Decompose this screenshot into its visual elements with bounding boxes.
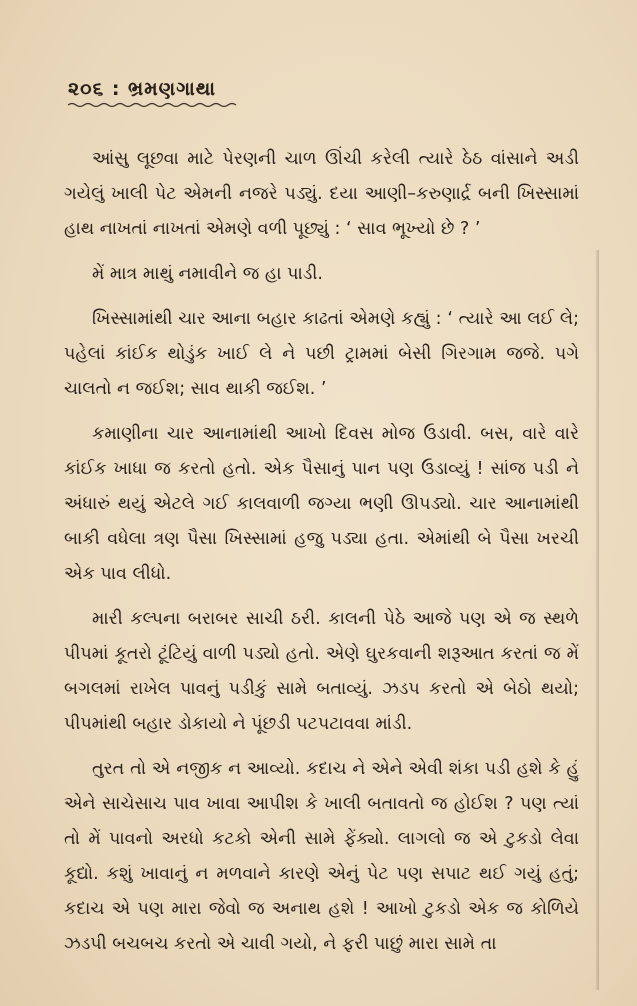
paragraph-2: મેં માત્ર માથું નમાવીને જ હા પાડી.	[92, 264, 323, 284]
paragraph-1: આંસુ લૂછવા માટે પેરણની ચાળ ઊંચી કરેલી ત્યારે ઠેઠ વાંસાને અડી ગયેલું ખાલી પેટ એમની નજરે પડ્યું. દયા આણી–કરુણાર્દ્ર બની ખિસ્સામાં હાથ નાખતાં નાખતાં એમણે વળી પૂછ્યું : ‘ સાવ ભૂખ્યો છે ? ’	[64, 149, 579, 239]
page-body	[64, 142, 579, 962]
paragraph-6: તુરત તો એ નજીક ન આવ્યો. કદાચ ને એને એવી શંકા પડી હશે કે હું એને સાચેસાચ પાવ ખાવા આપીશ કે ખાલી બતાવતો જ હોઈશ ? પણ ત્યાં તો મેં પાવનો અરધો કટકો એની સામે ફેંક્યો. લાગલો જ એ ટુકડો લેવા કૂદ્યો. કશું ખાવાનું ન મળવાને કારણે એનું પેટ પણ સપાટ થઈ ગયું હતું; કદાચ એ પણ મારા જેવો જ અનાથ હશે ! આખો ટુકડો એક જ કોળિયે ઝડપી બચબચ કરતો એ ચાવી ગયો, ને ફરી પાછું મારા સામે તા	[64, 759, 579, 954]
header-wavy-underline	[68, 102, 238, 108]
wavy-line-icon	[68, 102, 238, 108]
page-edge-shadow	[595, 250, 599, 990]
paragraph-3: ખિસ્સામાંથી ચાર આના બહાર કાઢતાં એમણે કહ્યું : ‘ ત્યારે આ લઈ લે; પહેલાં કાંઈક થોડુંક ખાઈ લે ને પછી ટ્રામમાં બેસી ગિરગામ જજે. પગે ચાલતો ન જઈશ; સાવ થાકી જઈશ. ’	[64, 309, 579, 399]
paragraph-4: કમાણીના ચાર આનામાંથી આખો દિવસ મોજ ઉડાવી. બસ, વારે વારે કાંઈક ખાધા જ કરતો હતો. એક પૈસાનું પાન પણ ઉડાવ્યું ! સાંજ પડી ને અંધારું થયું એટલે ગઈ કાલવાળી જગ્યા ભણી ઊપડ્યો. ચાર આનામાંથી બાકી વધેલા ત્રણ પૈસા ખિસ્સામાં હજુ પડ્યા હતા. એમાંથી બે પૈસા ખરચી એક પાવ લીધો.	[64, 424, 579, 584]
page-header	[68, 78, 238, 108]
page-number-and-title: ૨૦૬ : ભ્રમણગાથા	[68, 78, 216, 100]
paragraph-5: મારી કલ્પના બરાબર સાચી ઠરી. કાલની પેઠે આજે પણ એ જ સ્થળે પીપમાં કૂતરો ટૂંટિયું વાળી પડ્યો હતો. એણે ઘુરકવાની શરૂઆત કરતાં જ મેં બગલમાં રાખેલ પાવનું પડીકું સામે બતાવ્યું. ઝડપ કરતો એ બેઠો થયો; પીપમાંથી બહાર ડોકાયો ને પૂંછડી પટપટાવવા માંડી.	[64, 609, 579, 734]
